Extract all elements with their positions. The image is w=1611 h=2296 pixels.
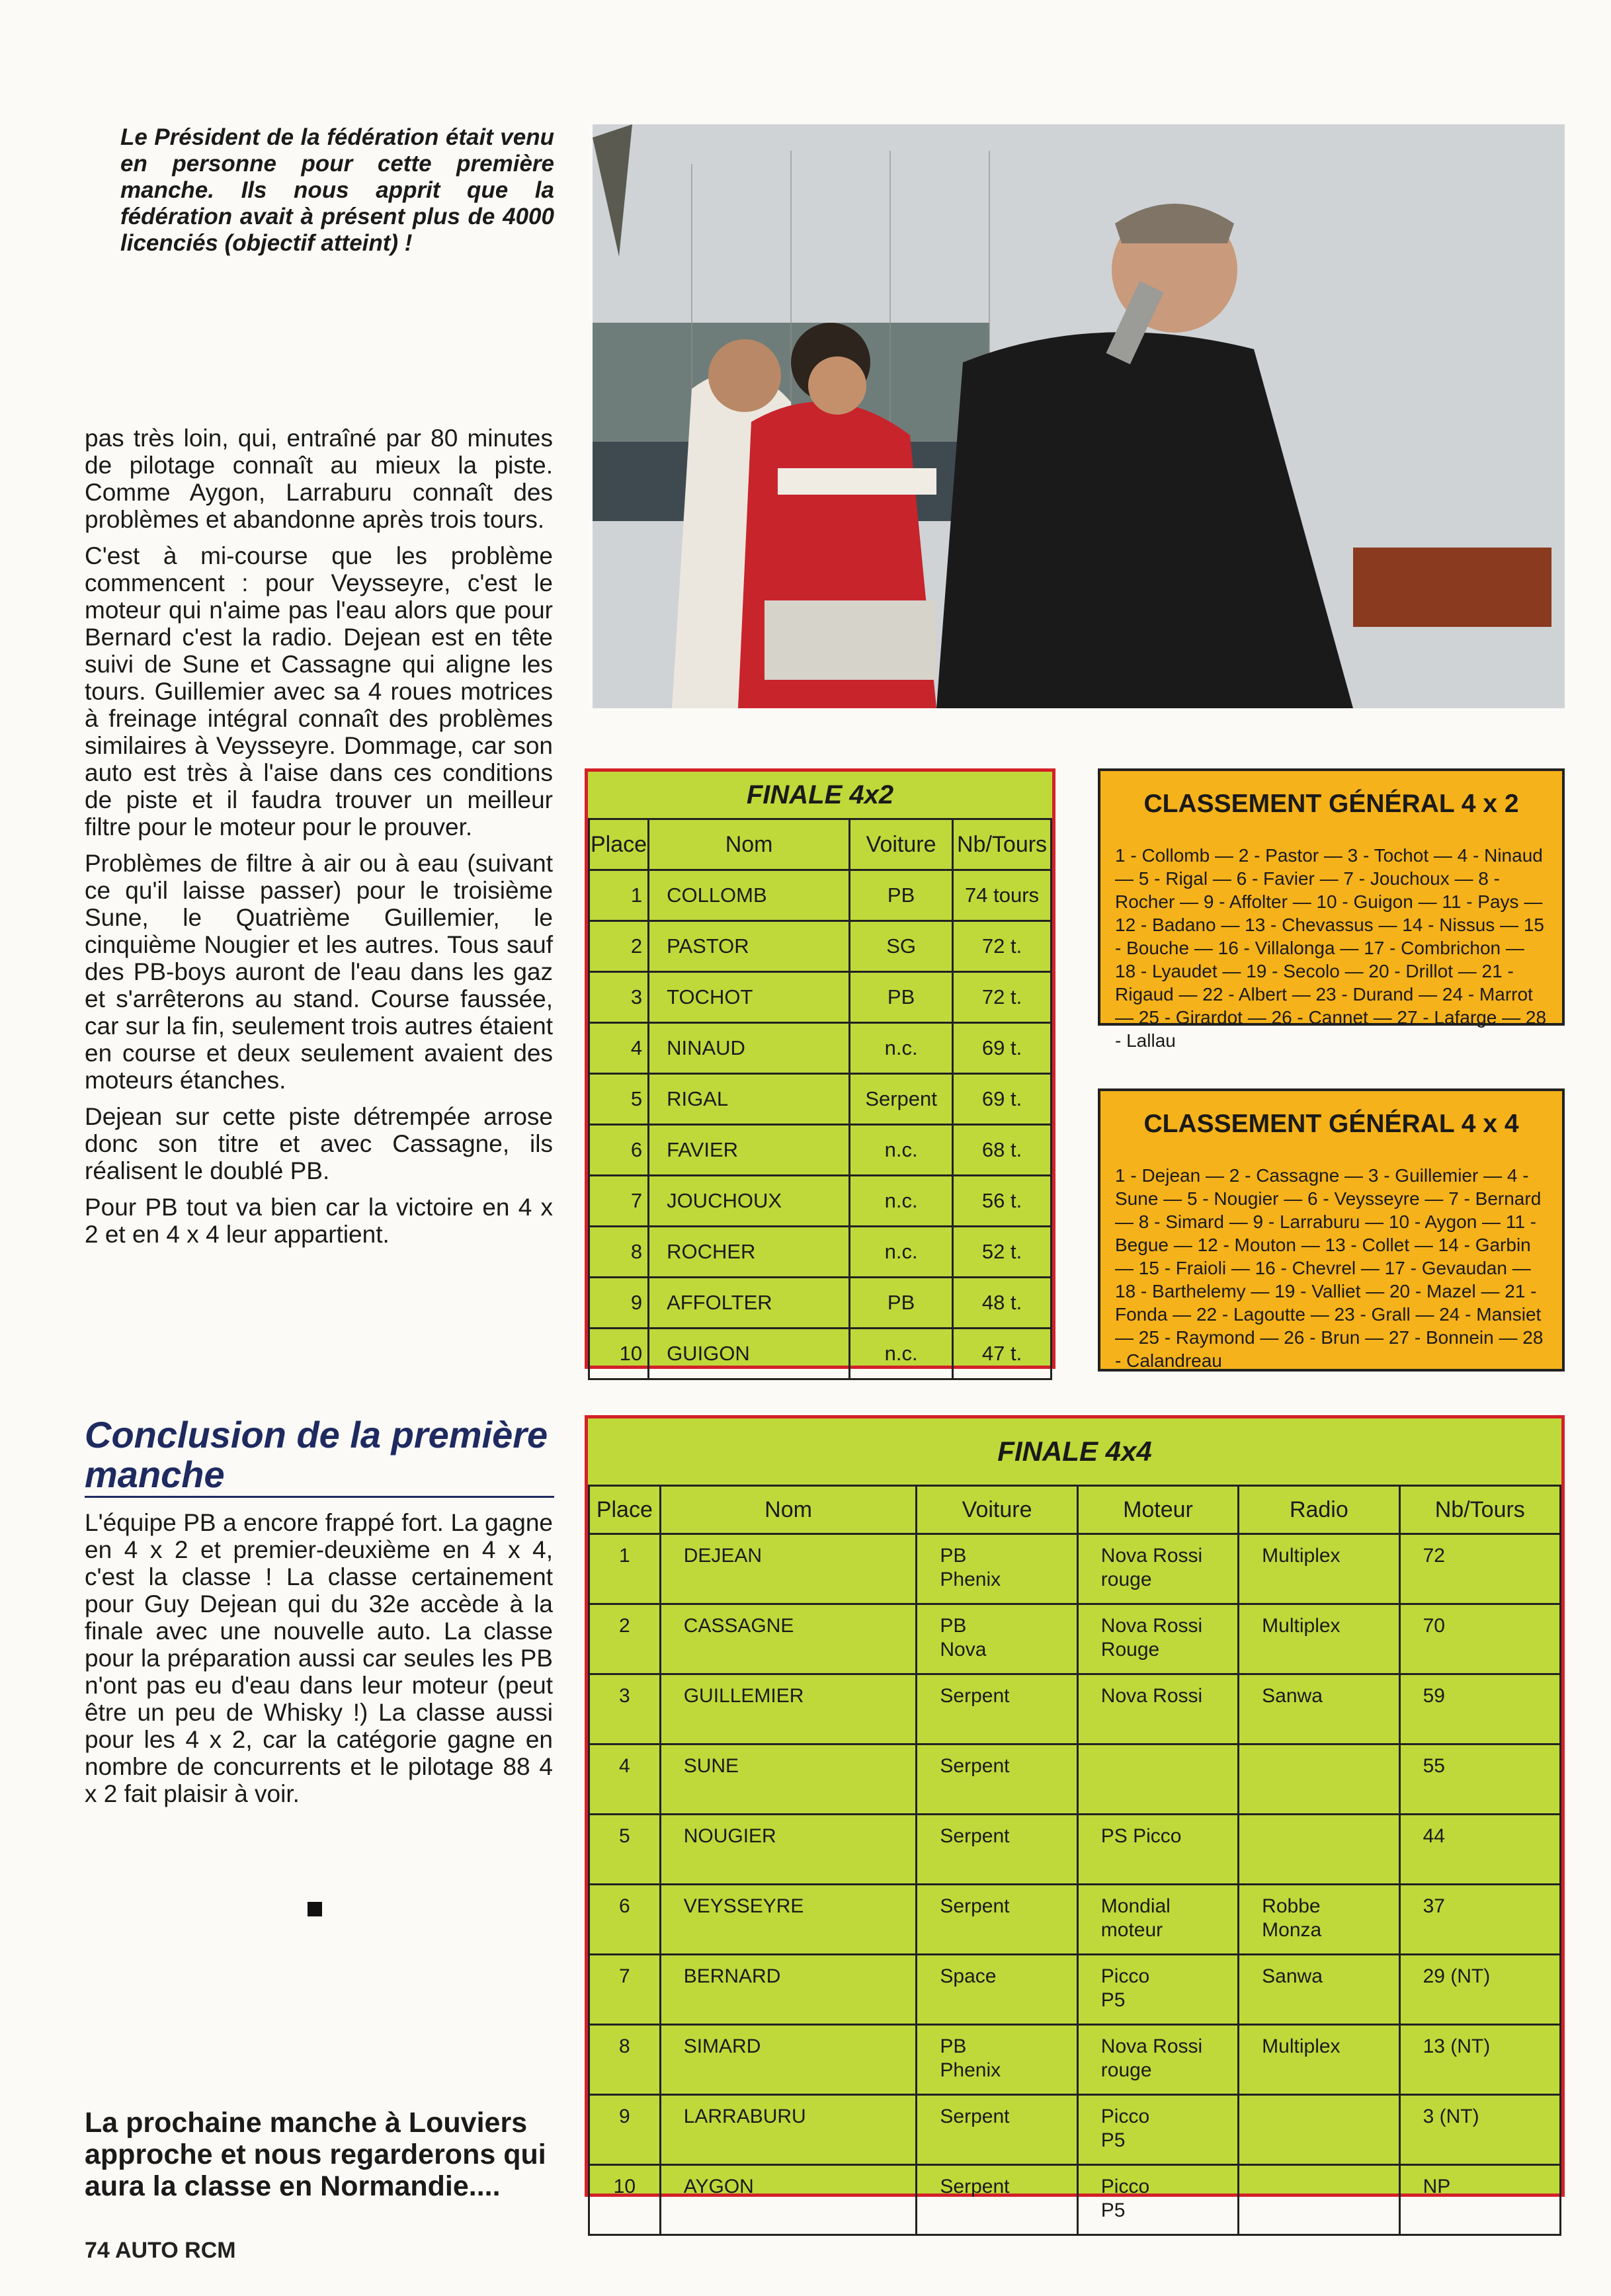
table-row — [589, 1604, 1561, 1674]
table-cell: n.c. — [850, 1227, 953, 1278]
table-cell: COLLOMB — [649, 870, 850, 921]
table-row — [589, 1278, 1052, 1329]
table-cell: 72 — [1399, 1534, 1560, 1604]
table-header-row — [589, 819, 1052, 870]
table-cell: BERNARD — [660, 1955, 917, 2025]
table-cell: NINAUD — [649, 1023, 850, 1074]
classement-4x4-title: CLASSEMENT GÉNÉRAL 4 x 4 — [1143, 1110, 1519, 1138]
table-cell: Space — [917, 1955, 1077, 2025]
table-cell: 2 — [589, 1604, 661, 1674]
table-row — [589, 2025, 1561, 2095]
table-row — [589, 1329, 1052, 1379]
table-row — [589, 1534, 1561, 1604]
table-cell: Mondial moteur — [1077, 1885, 1238, 1955]
table-cell: Sanwa — [1239, 1955, 1399, 2025]
table-cell: 59 — [1399, 1674, 1560, 1744]
table-cell: AFFOLTER — [649, 1278, 850, 1329]
col-header: Place — [589, 1486, 661, 1534]
col-header: Nb/Tours — [1399, 1486, 1560, 1534]
body-paragraph: Pour PB tout va bien car la victoire en 4 x 2 et en 4 x 4 leur appartient. — [85, 1194, 553, 1248]
table-cell — [1239, 1815, 1399, 1885]
table-cell: PB — [850, 972, 953, 1023]
table-cell: LARRABURU — [660, 2095, 917, 2165]
table-cell: Nova Rossi — [1077, 1674, 1238, 1744]
col-header: Nom — [660, 1486, 917, 1534]
table-cell: 13 (NT) — [1399, 2025, 1560, 2095]
table-cell: 7 — [589, 1176, 649, 1227]
table-cell: ROCHER — [649, 1227, 850, 1278]
classement-4x2-text: 1 - Collomb — 2 - Pastor — 3 - Tochot — 4 - Ninaud — 5 - Rigal — 6 - Favier — 7 - Jouchoux — 8 - Rocher — 9 - Affolter — 10 - Guigon — 11 - Pays — 12 - Badano — 13 - Chevassus — 14 - Nissus — 15 - Bouche — 16 - Villalonga — 17 - Combrichon — 18 - Lyaudet — 19 - Secolo — 20 - Drillot — 21 - Rigaud — 22 - Albert — 23 - Durand — 24 - Marrot — 25 - Girardot — 26 - Cannet — 27 - Lafarge — 28 - Lallau — [1115, 845, 1547, 1051]
table-cell: 69 t. — [953, 1023, 1052, 1074]
table-row — [589, 921, 1052, 972]
table-cell: 74 tours — [953, 870, 1052, 921]
conclusion-heading: Conclusion de la première manche — [85, 1414, 548, 1495]
table-cell: 29 (NT) — [1399, 1955, 1560, 2025]
table-cell: 72 t. — [953, 972, 1052, 1023]
body-paragraph: Problèmes de filtre à air ou à eau (suivant ce qu'il laisse passer) pour le troisième Sune, le Quatrième Guillemier, le cinquième Nougier et les autres. Tous sauf des PB-boys auront de l'eau dans les gaz et s'arrêterons au stand. Course faussée, car sur la fin, seulement trois autres étaient en course et deux seulement avaient des moteurs étanches. — [85, 850, 553, 1094]
table-cell: 10 — [589, 1329, 649, 1379]
table-cell: NOUGIER — [660, 1815, 917, 1885]
table-cell: PB Phenix — [917, 1534, 1077, 1604]
table-cell: Sanwa — [1239, 1674, 1399, 1744]
table-cell: 70 — [1399, 1604, 1560, 1674]
table-cell: 68 t. — [953, 1125, 1052, 1176]
table-cell: 8 — [589, 2025, 661, 2095]
table-cell: n.c. — [850, 1125, 953, 1176]
classement-4x2-title: CLASSEMENT GÉNÉRAL 4 x 2 — [1143, 790, 1519, 818]
table-row — [589, 1074, 1052, 1125]
table-cell: 3 (NT) — [1399, 2095, 1560, 2165]
conclusion-paragraph: L'équipe PB a encore frappé fort. La gagne en 4 x 2 et premier-deuxième en 4 x 4, c'est la classe ! La classe certainement pour Guy Dejean qui du 32e accède à la finale avec une nouvelle auto. La classe pour la préparation aussi car seules les PB n'ont pas eu d'eau dans leur moteur (peut être un peu de Whisky !) La classe aussi pour les 4 x 2, car la catégorie gagne en nombre de concurrents et le pilotage 88 4 x 2 fait plaisir à voir. — [85, 1509, 553, 1807]
table-row — [589, 1955, 1561, 2025]
table-row — [589, 2165, 1561, 2235]
table-cell: Serpent — [917, 1744, 1077, 1815]
table-cell: 48 t. — [953, 1278, 1052, 1329]
classement-4x2-box — [1098, 768, 1565, 1051]
classement-4x4-text: 1 - Dejean — 2 - Cassagne — 3 - Guillemier — 4 - Sune — 5 - Nougier — 6 - Veysseyre — 7 - Bernard — 8 - Simard — 9 - Larraburu — 10 - Aygon — 11 - Begue — 12 - Mouton — 13 - Collet — 14 - Garbin — 15 - Fraioli — 16 - Chevrel — 17 - Gevaudan — 18 - Barthelemy — 19 - Valliet — 20 - Mazel — 21 - Fonda — 22 - Lagoutte — 23 - Grall — 24 - Mansiet — 25 - Raymond — 26 - Brun — 27 - Bonnein — 28 - Calandreau — [1115, 1165, 1544, 1371]
table-cell: TOCHOT — [649, 972, 850, 1023]
finale-4x2-grid — [588, 818, 1052, 1380]
table-cell: CASSAGNE — [660, 1604, 917, 1674]
table-row — [589, 1815, 1561, 1885]
table-cell: RIGAL — [649, 1074, 850, 1125]
table-row — [589, 972, 1052, 1023]
table-row — [589, 1227, 1052, 1278]
table-cell: Multiplex — [1239, 2025, 1399, 2095]
table-cell: 37 — [1399, 1885, 1560, 1955]
col-header: Nom — [649, 819, 850, 870]
table-cell: Nova Rossi rouge — [1077, 1534, 1238, 1604]
table-cell: 44 — [1399, 1815, 1560, 1885]
page-footer: 74 AUTO RCM — [85, 2238, 236, 2263]
table-cell: PB — [850, 870, 953, 921]
table-cell: PB — [850, 1278, 953, 1329]
table-cell: Serpent — [917, 2165, 1077, 2235]
table-cell: 10 — [589, 2165, 661, 2235]
table-row — [589, 1125, 1052, 1176]
table-cell: 1 — [589, 870, 649, 921]
table-cell: 3 — [589, 1674, 661, 1744]
table-cell: 47 t. — [953, 1329, 1052, 1379]
table-cell: PASTOR — [649, 921, 850, 972]
table-cell: 5 — [589, 1815, 661, 1885]
table-cell: 4 — [589, 1023, 649, 1074]
table-cell: GUILLEMIER — [660, 1674, 917, 1744]
table-cell: Multiplex — [1239, 1534, 1399, 1604]
table-cell: JOUCHOUX — [649, 1176, 850, 1227]
table-cell: PS Picco — [1077, 1815, 1238, 1885]
table-cell: 9 — [589, 1278, 649, 1329]
closing-text: La prochaine manche à Louviers approche et nous regarderons qui aura la classe en Normandie.... — [85, 2107, 546, 2202]
table-cell: 4 — [589, 1744, 661, 1815]
table-cell — [1077, 1744, 1238, 1815]
body-paragraph: C'est à mi-course que les problème commencent : pour Veysseyre, c'est le moteur qui n'aime pas l'eau alors que pour Bernard c'est la radio. Dejean est en tête suivi de Sune et Cassagne qui aligne les tours. Guillemier avec sa 4 roues motrices à freinage intégral connaît des problèmes similaires à Veysseyre. Dommage, car son auto est très à l'aise dans ces conditions de piste et il faudra trouver un meilleur filtre pour le moteur pour le prouver. — [85, 542, 553, 840]
classement-4x4-box — [1098, 1088, 1565, 1372]
table-cell: Serpent — [917, 1815, 1077, 1885]
table-row — [589, 1674, 1561, 1744]
table-cell: VEYSSEYRE — [660, 1885, 917, 1955]
table-cell: Serpent — [917, 1674, 1077, 1744]
table-cell: Picco P5 — [1077, 1955, 1238, 2025]
table-header-row — [589, 1486, 1561, 1534]
table-cell: Nova Rossi Rouge — [1077, 1604, 1238, 1674]
table-cell: NP — [1399, 2165, 1560, 2235]
table-cell: 72 t. — [953, 921, 1052, 972]
photo-caption: Le Président de la fédération était venu en personne pour cette première manche. Ils nous apprit que la fédération avait à présent plus de 4000 licenciés (objectif atteint) ! — [120, 124, 554, 256]
col-header: Voiture — [850, 819, 953, 870]
table-cell: 6 — [589, 1125, 649, 1176]
race-photo — [593, 124, 1565, 708]
table-cell: 2 — [589, 921, 649, 972]
table-row — [589, 1023, 1052, 1074]
col-header: Place — [589, 819, 649, 870]
table-cell: n.c. — [850, 1176, 953, 1227]
table-cell: Multiplex — [1239, 1604, 1399, 1674]
table-row — [589, 1744, 1561, 1815]
col-header: Moteur — [1077, 1486, 1238, 1534]
table-cell: 5 — [589, 1074, 649, 1125]
table-cell: 1 — [589, 1534, 661, 1604]
col-header: Voiture — [917, 1486, 1077, 1534]
table-row — [589, 2095, 1561, 2165]
table-cell: PB Nova — [917, 1604, 1077, 1674]
body-paragraph: pas très loin, qui, entraîné par 80 minutes de pilotage connaît au mieux la piste. Comme Aygon, Larraburu connaît des problèmes et abandonne après trois tours. — [85, 425, 553, 533]
table-cell: 7 — [589, 1955, 661, 2025]
finale-4x2-table — [585, 768, 1055, 1369]
end-mark — [308, 1902, 322, 1916]
table-cell: Picco P5 — [1077, 2165, 1238, 2235]
finale-4x4-title: FINALE 4x4 — [997, 1436, 1152, 1467]
table-cell: 56 t. — [953, 1176, 1052, 1227]
table-row — [589, 1176, 1052, 1227]
table-row — [589, 870, 1052, 921]
table-cell: 69 t. — [953, 1074, 1052, 1125]
table-cell: GUIGON — [649, 1329, 850, 1379]
table-cell: Serpent — [917, 1885, 1077, 1955]
table-cell: FAVIER — [649, 1125, 850, 1176]
table-row — [589, 1885, 1561, 1955]
table-cell: PB Phenix — [917, 2025, 1077, 2095]
table-cell: Serpent — [850, 1074, 953, 1125]
photo-illustration — [593, 124, 1565, 708]
table-cell: DEJEAN — [660, 1534, 917, 1604]
table-cell — [1239, 2165, 1399, 2235]
table-cell: SG — [850, 921, 953, 972]
table-cell: 55 — [1399, 1744, 1560, 1815]
article-body — [85, 425, 553, 1257]
table-cell: Picco P5 — [1077, 2095, 1238, 2165]
table-cell — [1239, 2095, 1399, 2165]
table-cell: 9 — [589, 2095, 661, 2165]
conclusion-text — [85, 1509, 553, 1817]
heading-underline — [85, 1496, 554, 1498]
table-cell: AYGON — [660, 2165, 917, 2235]
table-cell: Robbe Monza — [1239, 1885, 1399, 1955]
body-paragraph: Dejean sur cette piste détrempée arrose donc son titre et avec Cassagne, ils réalisent le doublé PB. — [85, 1103, 553, 1184]
finale-4x4-table — [585, 1415, 1565, 2221]
col-header: Nb/Tours — [953, 819, 1052, 870]
table-cell: 3 — [589, 972, 649, 1023]
table-cell: SIMARD — [660, 2025, 917, 2095]
finale-4x2-title: FINALE 4x2 — [746, 780, 894, 809]
table-cell: 8 — [589, 1227, 649, 1278]
col-header: Radio — [1239, 1486, 1399, 1534]
table-cell: Nova Rossi rouge — [1077, 2025, 1238, 2095]
table-cell: 52 t. — [953, 1227, 1052, 1278]
finale-4x4-grid — [588, 1485, 1561, 2236]
table-cell: 6 — [589, 1885, 661, 1955]
table-cell: n.c. — [850, 1023, 953, 1074]
table-cell: SUNE — [660, 1744, 917, 1815]
table-cell: n.c. — [850, 1329, 953, 1379]
table-cell — [1239, 1744, 1399, 1815]
table-cell: Serpent — [917, 2095, 1077, 2165]
